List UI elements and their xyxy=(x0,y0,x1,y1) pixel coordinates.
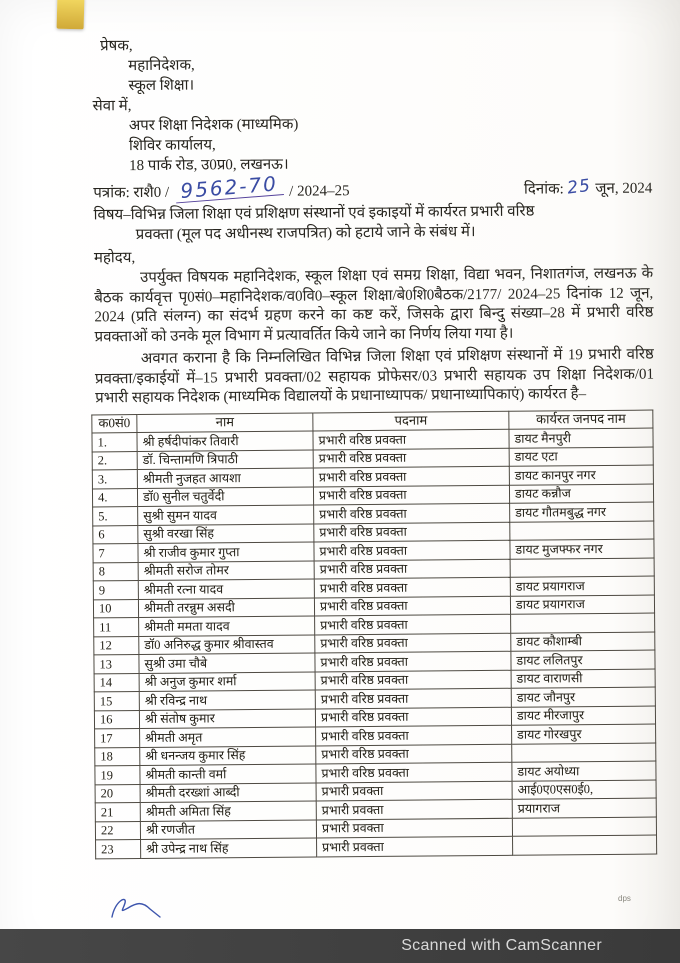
header-district: कार्यरत जनपद नाम xyxy=(509,410,653,430)
table-cell: 9 xyxy=(93,581,138,600)
signature-scribble xyxy=(106,891,164,925)
table-cell: 17 xyxy=(95,729,140,748)
subject-line-2: प्रवक्ता (मूल पद अधीनस्थ राजपत्रित) को हटाये जाने के संबंध में। xyxy=(135,224,476,244)
table-cell: डायट जौनपुर xyxy=(511,687,655,707)
table-cell: 19 xyxy=(95,766,140,785)
recipient-address: 18 पार्क रोड, उ0प्र0, लखनऊ। xyxy=(129,156,289,175)
table-cell: श्रीमती नुजहत आयशा xyxy=(137,468,313,488)
table-cell: प्रयागराज xyxy=(512,798,656,818)
table-cell: 8 xyxy=(93,562,138,581)
table-cell: डायट प्रयागराज xyxy=(510,595,654,615)
table-cell: डायट कानपुर नगर xyxy=(509,465,653,485)
table-cell: 3. xyxy=(92,470,137,489)
table-cell: डॉ0 अनिरुद्ध कुमार श्रीवास्तव xyxy=(139,635,315,655)
table-cell: 2. xyxy=(92,451,137,470)
table-cell: डायट ललितपुर xyxy=(511,650,655,670)
table-cell: श्रीमती अमृत xyxy=(140,727,316,747)
table-cell: डायट गोरखपुर xyxy=(512,724,656,744)
table-cell: 16 xyxy=(94,710,139,729)
handwritten-date: 25 xyxy=(566,175,593,199)
table-cell: 13 xyxy=(94,655,139,674)
letter-content xyxy=(88,32,658,859)
table-cell: प्रभारी वरिष्ठ प्रवक्ता xyxy=(314,522,510,542)
table-cell: डायट प्रयागराज xyxy=(510,576,654,596)
table-cell: प्रभारी वरिष्ठ प्रवक्ता xyxy=(314,596,510,616)
table-cell: श्री रविन्द्र नाथ xyxy=(139,690,315,710)
sender-label: प्रेषक, xyxy=(100,38,133,55)
table-row xyxy=(96,835,657,858)
table-cell: डायट कन्नौज xyxy=(509,484,653,504)
table-cell: प्रभारी वरिष्ठ प्रवक्ता xyxy=(316,725,512,745)
sender-name: महानिदेशक, xyxy=(128,57,195,75)
table-cell: डॉ. चिन्तामणि त्रिपाठी xyxy=(137,450,313,470)
table-cell: प्रभारी प्रवक्ता xyxy=(316,818,512,838)
table-cell: 12 xyxy=(94,636,139,655)
table-cell: डायट अयोध्या xyxy=(512,761,656,781)
table-cell: 7 xyxy=(93,544,138,563)
table-cell: प्रभारी वरिष्ठ प्रवक्ता xyxy=(314,559,510,579)
table-cell: 23 xyxy=(96,840,141,859)
table-cell: प्रभारी वरिष्ठ प्रवक्ता xyxy=(313,448,509,468)
table-cell: प्रभारी वरिष्ठ प्रवक्ता xyxy=(313,485,509,505)
table-cell: 22 xyxy=(95,821,140,840)
table-cell: श्रीमती अमिता सिंह xyxy=(140,801,316,821)
table-cell: प्रभारी वरिष्ठ प्रवक्ता xyxy=(315,688,511,708)
table-cell: श्रीमती सरोज तोमर xyxy=(138,561,314,581)
table-cell xyxy=(512,743,656,763)
table-cell: डायट वाराणसी xyxy=(511,669,655,689)
table-cell: 15 xyxy=(94,692,139,711)
table-cell: 14 xyxy=(94,673,139,692)
ref-prefix: पत्रांक: राशै0 / xyxy=(93,184,170,202)
table-cell: डॉ0 सुनील चतुर्वेदी xyxy=(137,487,313,507)
table-cell: 1. xyxy=(92,433,137,452)
table-cell: प्रभारी प्रवक्ता xyxy=(316,781,512,801)
table-cell: श्री धनन्जय कुमार सिंह xyxy=(140,745,316,765)
header-designation: पदनाम xyxy=(313,411,509,431)
sticky-tab xyxy=(57,0,85,29)
recipient-name: अपर शिक्षा निदेशक (माध्यमिक) xyxy=(128,116,299,135)
table-cell: सुश्री सुमन यादव xyxy=(138,505,314,525)
table-cell xyxy=(511,613,655,633)
table-cell: 4. xyxy=(92,488,137,507)
table-cell: श्री अनुज कुमार शर्मा xyxy=(139,671,315,691)
table-cell: प्रभारी वरिष्ठ प्रवक्ता xyxy=(314,577,510,597)
header-name: नाम xyxy=(137,413,313,433)
table-cell: श्री उपेन्द्र नाथ सिंह xyxy=(141,838,317,858)
table-cell: आई0ए0एस0ई0, xyxy=(512,780,656,800)
table-cell: श्रीमती तरन्नुम असदी xyxy=(138,598,314,618)
ref-suffix: / 2024–25 xyxy=(289,183,350,200)
date-label: दिनांक: xyxy=(523,181,564,198)
table-cell: 10 xyxy=(93,599,138,618)
table-cell: प्रभारी वरिष्ठ प्रवक्ता xyxy=(314,503,510,523)
table-cell: प्रभारी वरिष्ठ प्रवक्ता xyxy=(315,633,511,653)
table-cell: 20 xyxy=(95,784,140,803)
table-cell: प्रभारी वरिष्ठ प्रवक्ता xyxy=(313,466,509,486)
roster-table-body xyxy=(92,428,657,858)
header-serial: क0सं0 xyxy=(92,414,137,433)
table-cell: प्रभारी वरिष्ठ प्रवक्ता xyxy=(315,707,511,727)
table-cell: श्रीमती ममता यादव xyxy=(139,616,315,636)
table-cell: डायट मीरजापुर xyxy=(511,706,655,726)
staff-roster-table xyxy=(91,409,657,859)
table-cell xyxy=(510,558,654,578)
table-cell: श्री राजीव कुमार गुप्ता xyxy=(138,542,314,562)
handwritten-ref-number: 9562-70 xyxy=(174,172,283,203)
table-cell: 11 xyxy=(94,618,139,637)
table-cell: 18 xyxy=(95,747,140,766)
table-cell: प्रभारी वरिष्ठ प्रवक्ता xyxy=(315,651,511,671)
subject-line-1: विषय–विभिन्न जिला शिक्षा एवं प्रशिक्षण संस्थानों एवं इकाइयों में कार्यरत प्रभारी वरिष्ठ xyxy=(93,203,535,224)
table-cell: प्रभारी प्रवक्ता xyxy=(317,836,513,856)
table-cell: श्री रणजीत xyxy=(140,819,316,839)
table-cell: डायट कौशाम्बी xyxy=(511,632,655,652)
date-suffix: जून, 2024 xyxy=(595,180,653,198)
table-cell: प्रभारी वरिष्ठ प्रवक्ता xyxy=(314,540,510,560)
table-cell: डायट मैनपुरी xyxy=(509,428,653,448)
table-cell: श्री हर्षदीपांकर तिवारी xyxy=(137,431,313,451)
table-cell: प्रभारी वरिष्ठ प्रवक्ता xyxy=(315,670,511,690)
table-cell: श्रीमती दरख्शां आब्दी xyxy=(140,782,316,802)
camscanner-watermark: Scanned with CamScanner xyxy=(401,937,602,954)
to-label: सेवा में, xyxy=(92,98,132,115)
table-cell: सुश्री उमा चौबे xyxy=(139,653,315,673)
camscanner-bar xyxy=(0,929,680,963)
table-cell: सुश्री वरखा सिंह xyxy=(138,524,314,544)
table-cell: प्रभारी वरिष्ठ प्रवक्ता xyxy=(316,762,512,782)
table-cell: 6 xyxy=(93,525,138,544)
paragraph-1: उपर्युक्त विषयक महानिदेशक, स्कूल शिक्षा एवं समग्र शिक्षा, विद्या भवन, निशातगंज, लखनऊ के बैठक कार्यवृत्त पृ0सं0–महानिदेशक/व0वि0–स्कूल शिक्षा/बे0शि0बैठक/2177/ 2024–25 दिनांक 12 जून, 2024 (प्रति संलग्न) का संदर्भ ग्रहण करने का कष्ट करें, जिसके द्वारा बिन्दु संख्या–28 में प्रभारी वरिष्ठ प्रवक्ताओं को उनके मूल विभाग में प्रत्यावर्तित किये जाने का निर्णय लिया गया है। xyxy=(94,265,654,345)
table-cell: श्रीमती कान्ती वर्मा xyxy=(140,764,316,784)
paragraph-2: अवगत कराना है कि निम्नलिखित विभिन्न जिला शिक्षा एवं प्रशिक्षण संस्थानों में 19 प्रभारी वरिष्ठ प्रवक्ता/इकाईयों में–15 प्रभारी प्रवक्ता/02 सहायक प्रोफेसर/03 प्रभारी सहायक उप शिक्षा निदेशक/01 प्रभारी सहायक निदेशक (माध्यमिक विद्यालयों के प्रधानाध्यापक/ प्रधानाध्यापिकाएं) कार्यरत है– xyxy=(94,346,655,407)
subject-block xyxy=(93,201,652,246)
table-cell xyxy=(510,521,654,541)
table-cell: प्रभारी वरिष्ठ प्रवक्ता xyxy=(316,744,512,764)
salutation: महोदय, xyxy=(93,250,136,267)
table-cell xyxy=(513,835,657,855)
reference-line xyxy=(93,171,653,205)
table-cell: प्रभारी वरिष्ठ प्रवक्ता xyxy=(315,614,511,634)
corner-mark: dps xyxy=(618,894,631,903)
table-cell: 5. xyxy=(93,507,138,526)
table-cell: प्रभारी वरिष्ठ प्रवक्ता xyxy=(313,429,509,449)
table-cell xyxy=(512,817,656,837)
table-cell: डायट मुजफ्फर नगर xyxy=(510,539,654,559)
recipient-office: शिविर कार्यालय, xyxy=(128,137,216,155)
sender-org: स्कूल शिक्षा। xyxy=(128,77,195,95)
table-cell: श्रीमती रत्ना यादव xyxy=(138,579,314,599)
table-cell: डायट एटा xyxy=(509,447,653,467)
table-cell: 21 xyxy=(95,803,140,822)
table-cell: प्रभारी प्रवक्ता xyxy=(316,799,512,819)
table-cell: श्री संतोष कुमार xyxy=(139,708,315,728)
table-cell: डायट गौतमबुद्ध नगर xyxy=(510,502,654,522)
